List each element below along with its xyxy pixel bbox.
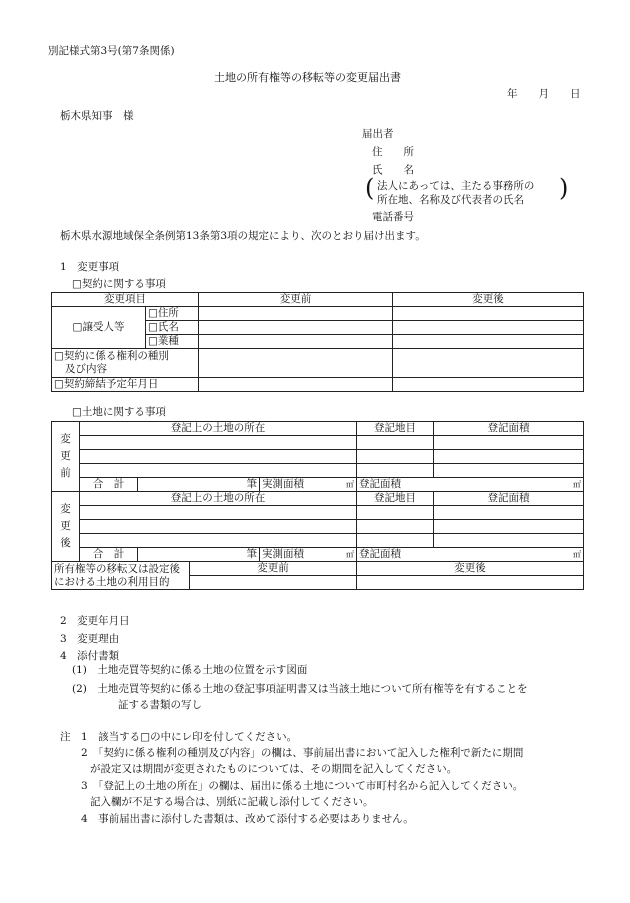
rights-before-cell[interactable] bbox=[199, 349, 393, 378]
contract-date-after-cell[interactable] bbox=[393, 378, 584, 392]
rights-after-cell[interactable] bbox=[393, 349, 584, 378]
purpose-col-after: 変更後 bbox=[357, 562, 584, 576]
phone-label: 電話番号 bbox=[372, 211, 414, 223]
land-use-purpose-cell: 所有権等の移転又は設定後 における土地の利用目的 bbox=[52, 562, 190, 590]
rights-line1: □契約に係る権利の種別 bbox=[54, 350, 169, 362]
registered-area-cell: 登記面積 ㎡ bbox=[357, 478, 584, 492]
section2-heading: 2 変更年月日 bbox=[60, 615, 130, 627]
note-2-line2: が設定又は期間が変更されたものについては、その期間を記入してください。 bbox=[90, 763, 458, 775]
intro-text: 栃木県水源地域保全条例第13条第3項の規定により、次のとおり届け出ます。 bbox=[60, 230, 426, 242]
col-before: 変更前 bbox=[199, 293, 393, 307]
contract-date-before-cell[interactable] bbox=[199, 378, 393, 392]
date-line: 年 月 日 bbox=[507, 88, 581, 100]
land-row[interactable] bbox=[357, 534, 434, 548]
parcel-count-cell: 筆 bbox=[138, 478, 260, 492]
col-area: 登記面積 bbox=[434, 492, 584, 506]
attachment-item-2-line1: (2) 土地売買等契約に係る土地の登記事項証明書又は当該土地について所有権等を有することを bbox=[72, 683, 528, 695]
business-before-cell[interactable] bbox=[199, 335, 393, 349]
section3-heading: 3 変更理由 bbox=[60, 633, 120, 645]
purpose-col-before: 変更前 bbox=[190, 562, 357, 576]
note-1: 注 1 該当する□の中にレ印を付してください。 bbox=[60, 731, 298, 743]
land-row[interactable] bbox=[80, 464, 357, 478]
business-checkbox-label: □業種 bbox=[146, 335, 199, 349]
land-row[interactable] bbox=[434, 534, 584, 548]
address-label: 住 所 bbox=[372, 146, 414, 158]
col-area: 登記面積 bbox=[434, 422, 584, 436]
business-after-cell[interactable] bbox=[393, 335, 584, 349]
land-heading: □土地に関する事項 bbox=[72, 406, 166, 418]
name-after-cell[interactable] bbox=[393, 321, 584, 335]
land-row[interactable] bbox=[357, 506, 434, 520]
address-before-cell[interactable] bbox=[199, 307, 393, 321]
address-after-cell[interactable] bbox=[393, 307, 584, 321]
purpose-before-cell[interactable] bbox=[190, 576, 357, 590]
col-location: 登記上の土地の所在 bbox=[80, 422, 357, 436]
parcel-count-cell: 筆 bbox=[138, 548, 260, 562]
land-row[interactable] bbox=[357, 436, 434, 450]
right-paren-decoration: ) bbox=[559, 174, 569, 202]
applicant-heading: 届出者 bbox=[362, 128, 394, 140]
measured-area-cell: 実測面積 ㎡ bbox=[260, 478, 357, 492]
col-category: 登記地目 bbox=[357, 422, 434, 436]
contract-date-cell: □契約締結予定年月日 bbox=[52, 378, 199, 392]
note-2-line1: 2 「契約に係る権利の種別及び内容」の欄は、事前届出書において記入した権利で新たに期間 bbox=[81, 747, 524, 759]
note-4: 4 事前届出書に添付した書類は、改めて添付する必要はありません。 bbox=[81, 813, 414, 825]
measured-area-cell: 実測面積 ㎡ bbox=[260, 548, 357, 562]
land-row[interactable] bbox=[357, 464, 434, 478]
land-table bbox=[51, 421, 584, 590]
land-row[interactable] bbox=[80, 436, 357, 450]
land-row[interactable] bbox=[434, 506, 584, 520]
registered-area-cell: 登記面積 ㎡ bbox=[357, 548, 584, 562]
contract-heading: □契約に関する事項 bbox=[72, 278, 166, 290]
land-row[interactable] bbox=[357, 450, 434, 464]
rights-cell bbox=[52, 349, 199, 378]
name-checkbox-label: □氏名 bbox=[146, 321, 199, 335]
rights-line2: 及び内容 bbox=[65, 363, 107, 375]
address-checkbox-label: □住所 bbox=[146, 307, 199, 321]
land-row[interactable] bbox=[80, 506, 357, 520]
section4-heading: 4 添付書類 bbox=[60, 650, 120, 662]
name-before-cell[interactable] bbox=[199, 321, 393, 335]
land-row[interactable] bbox=[80, 450, 357, 464]
after-label: 変 更 後 bbox=[52, 492, 80, 562]
land-row[interactable] bbox=[434, 450, 584, 464]
land-row[interactable] bbox=[434, 436, 584, 450]
section1-heading: 1 変更事項 bbox=[60, 261, 120, 273]
purpose-after-cell[interactable] bbox=[357, 576, 584, 590]
col-change-item: 変更項目 bbox=[52, 293, 199, 307]
total-label: 合 計 bbox=[80, 548, 138, 562]
note-3-line2: 記入欄が不足する場合は、別紙に記載し添付してください。 bbox=[90, 796, 374, 808]
land-row[interactable] bbox=[434, 464, 584, 478]
addressee: 栃木県知事 様 bbox=[60, 110, 134, 122]
land-row[interactable] bbox=[357, 520, 434, 534]
form-number: 別記様式第3号(第7条関係) bbox=[48, 45, 175, 57]
land-row[interactable] bbox=[80, 534, 357, 548]
note-3-line1: 3 「登記上の土地の所在」の欄は、届出に係る土地について市町村名から記入してください。 bbox=[81, 780, 524, 792]
land-row[interactable] bbox=[80, 520, 357, 534]
transferee-cell: □譲受人等 bbox=[52, 307, 146, 349]
corporation-note-line2: 所在地、名称及び代表者の氏名 bbox=[377, 194, 524, 206]
col-location: 登記上の土地の所在 bbox=[80, 492, 357, 506]
total-label: 合 計 bbox=[80, 478, 138, 492]
document-title: 土地の所有権等の移転等の変更届出書 bbox=[214, 71, 401, 84]
left-paren-decoration: ( bbox=[365, 174, 375, 202]
col-category: 登記地目 bbox=[357, 492, 434, 506]
corporation-note-line1: 法人にあっては、主たる事務所の bbox=[377, 180, 535, 192]
col-after: 変更後 bbox=[393, 293, 584, 307]
contract-table bbox=[51, 292, 584, 392]
land-row[interactable] bbox=[434, 520, 584, 534]
name-label: 氏 名 bbox=[372, 164, 414, 176]
attachment-item-1: (1) 土地売買等契約に係る土地の位置を示す図面 bbox=[72, 664, 308, 676]
attachment-item-2-line2: 証する書類の写し bbox=[118, 699, 202, 711]
before-label: 変 更 前 bbox=[52, 422, 80, 492]
